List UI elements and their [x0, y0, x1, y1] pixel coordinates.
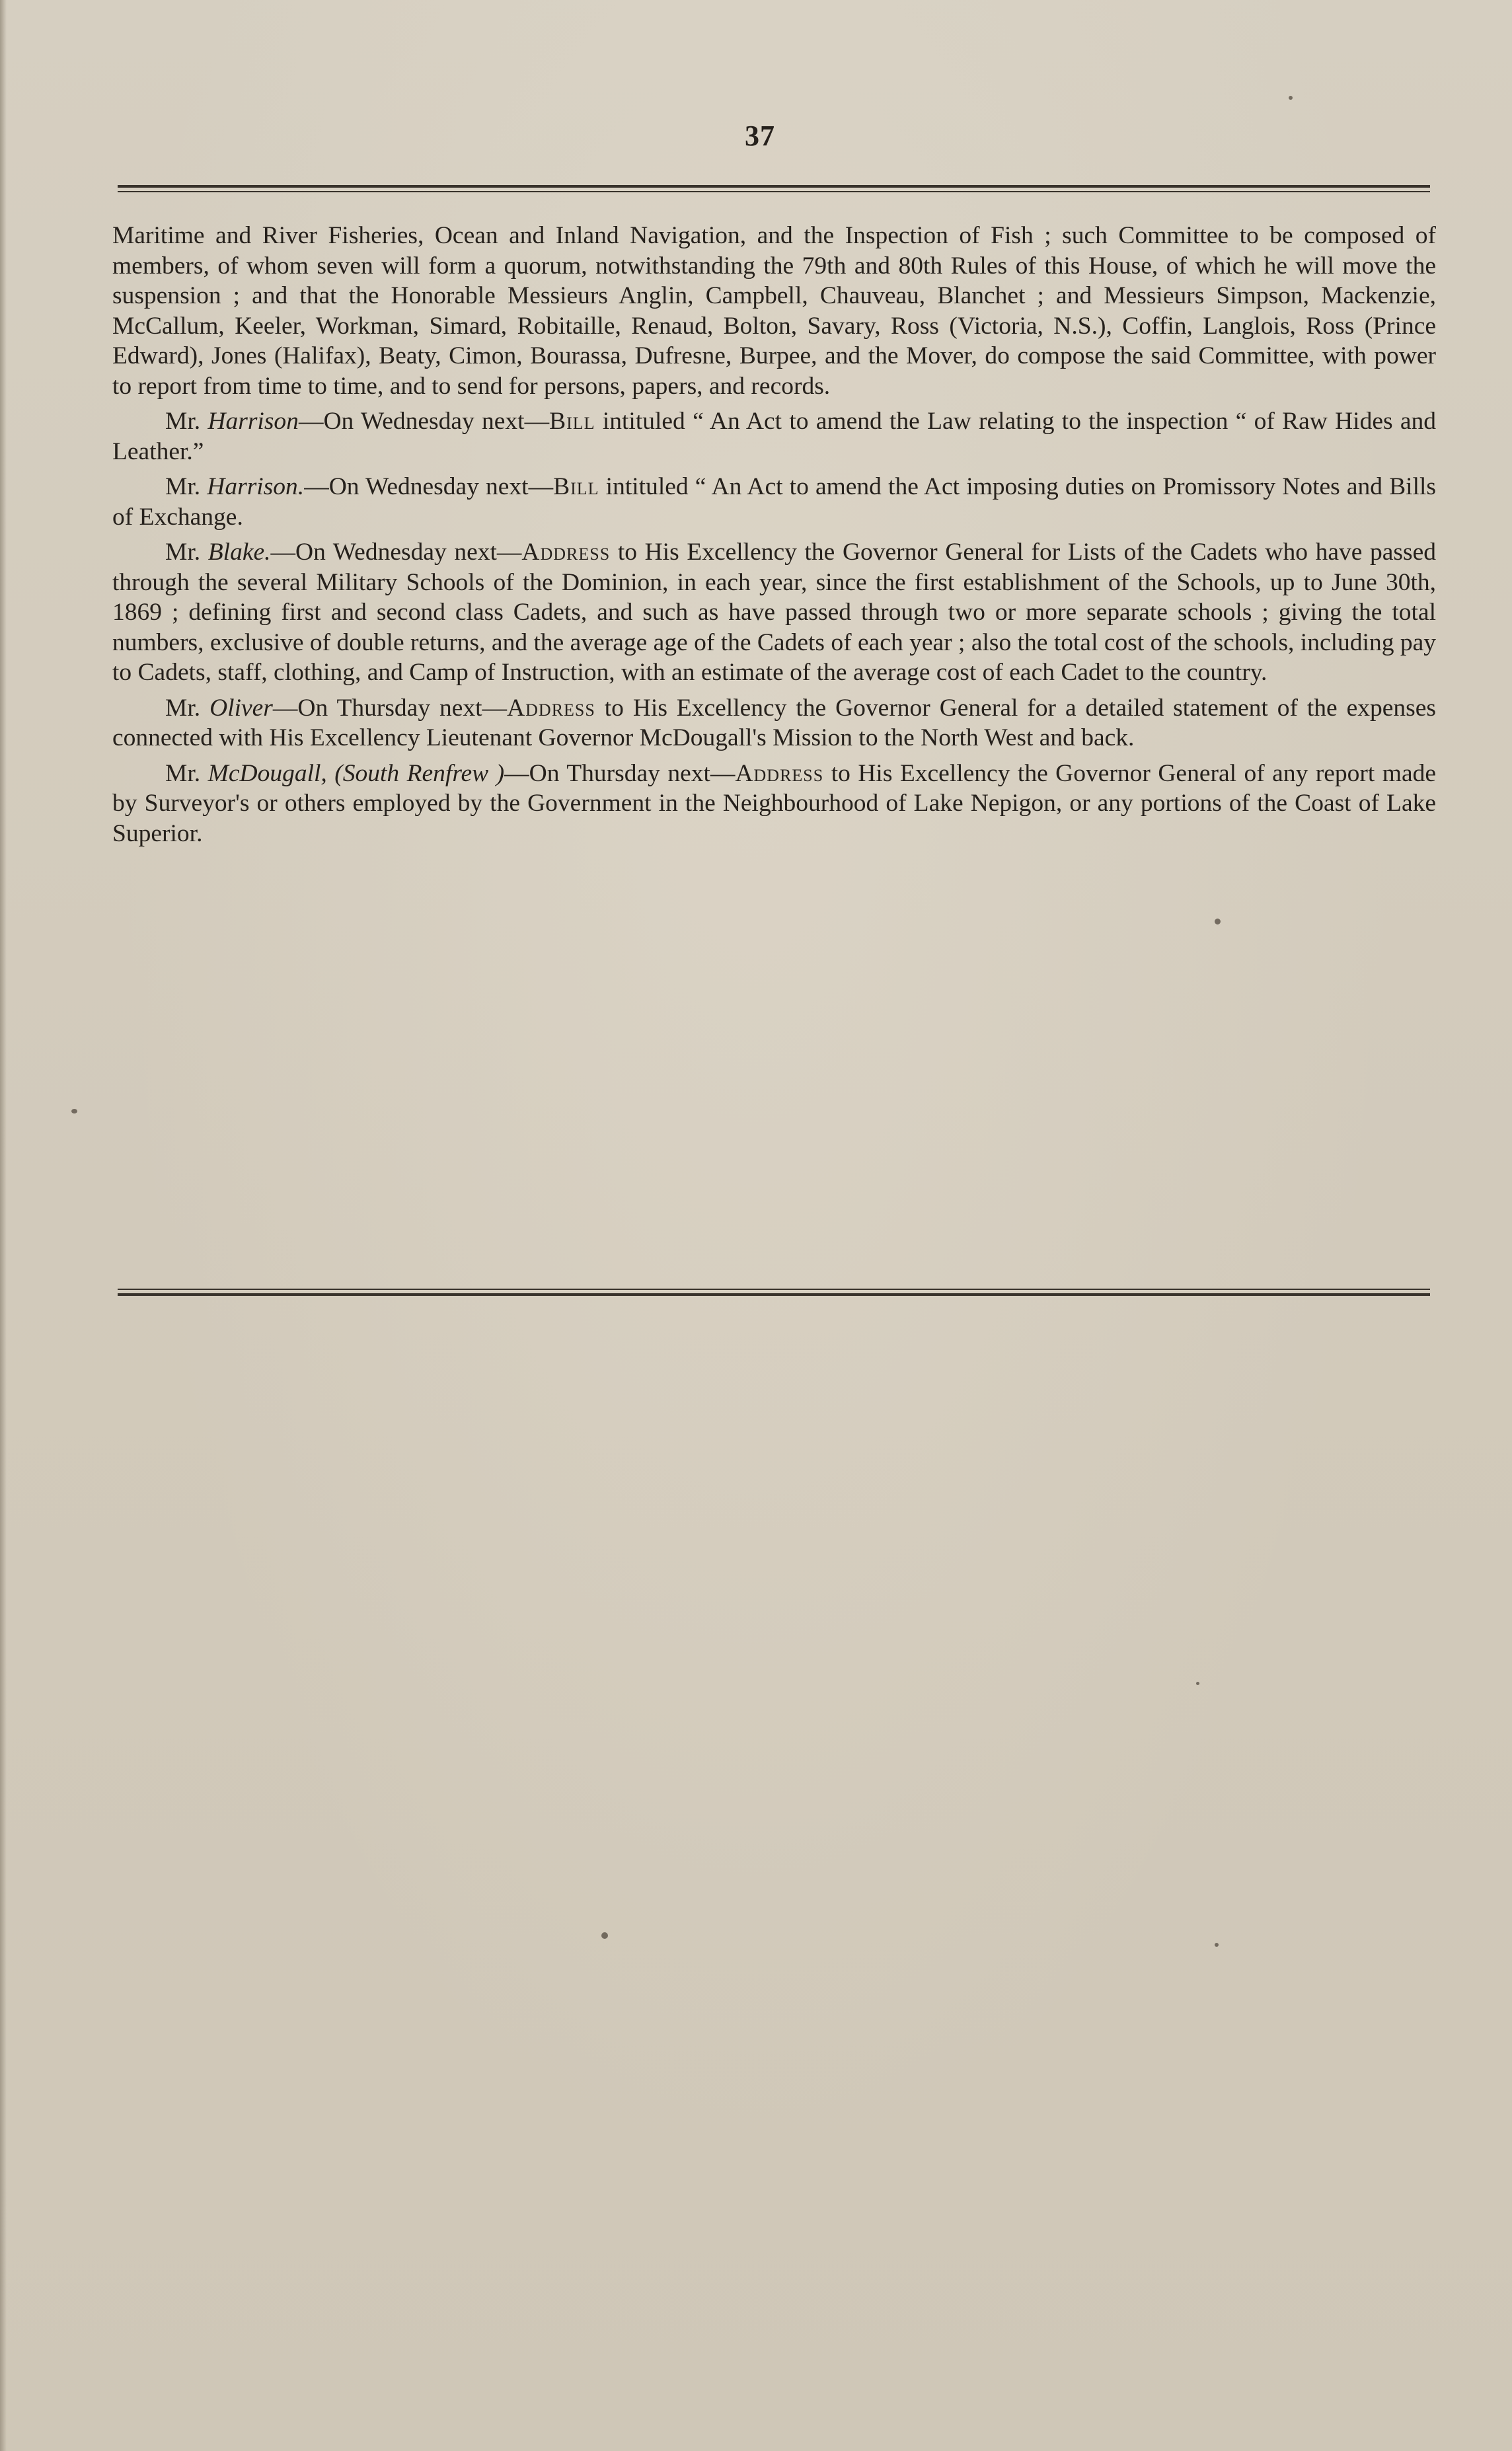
notice-mover: Oliver [209, 694, 273, 722]
paper-speck [1289, 96, 1293, 100]
notice-harrison-promissory-notes [112, 472, 1436, 532]
page-number: 37 [745, 120, 775, 152]
notice-when: —On Thursday next— [272, 694, 508, 722]
footer-rule-thick-line [118, 1293, 1430, 1296]
footer-rule-thin-line [118, 1289, 1430, 1290]
notice-prefix: Mr. [165, 408, 201, 435]
notice-kind: Bill [549, 408, 595, 435]
notices-text-block [112, 221, 1436, 854]
notice-mover: Harrison. [207, 473, 305, 500]
paper-speck [71, 1109, 77, 1113]
notice-when: —On Wednesday next— [304, 473, 554, 500]
notice-body: intituled “ An Act to amend the Law relating to the inspection “ of Raw Hides and Leather.” [112, 408, 1436, 465]
header-rule-thin-line [118, 191, 1430, 192]
notice-prefix: Mr. [165, 694, 201, 722]
header-rule [118, 185, 1430, 192]
notice-prefix: Mr. [165, 759, 201, 787]
notice-blake-cadets [112, 537, 1436, 688]
notice-body: intituled “ An Act to amend the Act imposing duties on Promissory Notes and Bills of Exchange. [112, 473, 1437, 531]
notice-oliver-mission [112, 693, 1436, 753]
notice-mcdougall-surveys [112, 759, 1436, 849]
notice-prefix: Mr. [165, 473, 201, 500]
notice-mover: McDougall, (South Renfrew ) [208, 759, 505, 787]
notice-kind: Bill [553, 473, 599, 500]
notice-when: —On Wednesday next— [298, 408, 550, 435]
paper-speck [601, 1932, 608, 1939]
notice-prefix: Mr. [165, 539, 201, 566]
notice-body: to His Excellency the Governor General of any report made by Surveyor's or others employed by the Government in the Neighbourhood of Lake Nepigon, or any portions of the Coast of Lake Superior. [112, 759, 1436, 847]
paper-speck [1215, 919, 1221, 924]
notice-kind: Address [507, 694, 595, 722]
notice-body: to His Excellency the Governor General for Lists of the Cadets who have passed through the several Military Schools of the Dominion, in each year, since the first establishment of the Schools, up to June 30th, 1869 ; defining first and second class Cadets, and such as have passed through two or more separate schools ; giving the total numbers, exclusive of double returns, and the average age of the Cadets of each year ; also the total cost of the schools, including pay to Cadets, staff, clothing, and Camp of Instruction, with an estimate of the average cost of each Cadet to the country. [112, 539, 1437, 686]
page-edge-shadow [0, 0, 7, 2451]
paper-speck [1215, 1943, 1219, 1947]
paper-speck [1196, 1682, 1199, 1685]
notice-kind: Address [521, 539, 611, 566]
notice-mover: Blake. [208, 539, 271, 566]
notice-harrison-raw-hides [112, 406, 1436, 467]
committee-paragraph: Maritime and River Fisheries, Ocean and Inland Navigation, and the Inspection of Fish ; such Committee to be composed of members, of whom seven will form a quorum, notwithstanding the 79th and 80th Rules of this House, of which he will move the suspension ; and that the Honorable Messieurs Anglin, Campbell, Chauveau, Blanchet ; and Messieurs Simpson, Mackenzie, McCallum, Keeler, Workman, Simard, Robitaille, Renaud, Bolton, Savary, Ross (Victoria, N.S.), Coffin, Langlois, Ross (Prince Edward), Jones (Halifax), Beaty, Cimon, Bourassa, Dufresne, Burpee, and the Mover, do compose the said Committee, with power to report from time to time, and to send for persons, papers, and records. [112, 222, 1436, 400]
notice-when: —On Thursday next— [504, 759, 736, 787]
notice-kind: Address [735, 759, 824, 787]
notice-mover: Harrison [208, 408, 299, 435]
footer-rule [118, 1289, 1430, 1296]
notice-when: —On Wednesday next— [270, 539, 522, 566]
header-rule-thick-line [118, 185, 1430, 188]
notice-body: to His Excellency the Governor General for a detailed statement of the expenses connected with His Excellency Lieutenant Governor McDougall's Mission to the North West and back. [112, 694, 1436, 751]
